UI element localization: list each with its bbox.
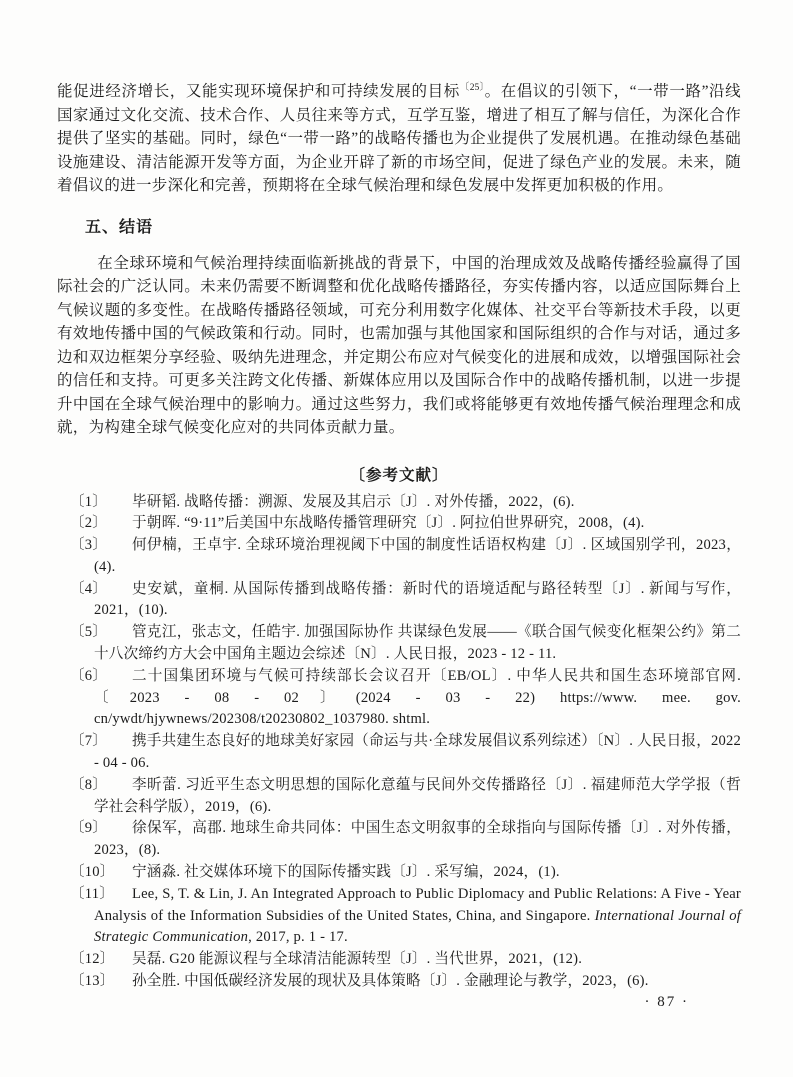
top-paragraph-text-after: 。在倡议的引领下，“一带一路”沿线国家通过文化交流、技术合作、人员往来等方式，互学互鉴，增进了相互了解与信任，为深化合作提供了坚实的基础。同时，绿色“一带一路”的战略传播也为企业提供了发展机遇。在推动绿色基础设施建设、清洁能源开发等方面，为企业开辟了新的市场空间，促进了绿色产业的发展。未来，随着倡议的进一步深化和完善，预期将在全球气候治理和绿色发展中发挥更加积极的作用。	[57, 83, 741, 194]
reference-item-1	[57, 492, 741, 514]
page-number: · 87 ·	[644, 994, 689, 1010]
reference-label: 〔8〕	[70, 776, 108, 793]
reference-item-11	[57, 884, 741, 949]
reference-text: 携手共建生态良好的地球美好家园（命运与共·全球发展倡议系列综述）〔N〕. 人民日报，2022 - 04 - 06.	[94, 733, 741, 772]
reference-label: 〔1〕	[70, 493, 108, 510]
reference-text: 史安斌，童桐. 从国际传播到战略传播：新时代的语境适配与路径转型〔J〕. 新闻与写作，2021，(10).	[94, 580, 741, 619]
top-paragraph	[57, 80, 741, 198]
reference-journal-italic: International Journal of Strategic Communication	[94, 907, 741, 946]
reference-label: 〔4〕	[70, 580, 108, 597]
reference-text: Lee, S, T. & Lin, J. An Integrated Approach to Public Diplomacy and Public Relations: A Five - Year Analysis of the Information Subsidies of the United States, China, and Singapore.	[94, 885, 741, 924]
top-paragraph-text: 能促进经济增长，又能实现环境保护和可持续发展的目标	[57, 83, 460, 100]
reference-text: 李昕蕾. 习近平生态文明思想的国际化意蕴与民间外交传播路径〔J〕. 福建师范大学学报（哲学社会科学版），2019，(6).	[94, 776, 741, 815]
reference-text: 宁涵淼. 社交媒体环境下的国际传播实践〔J〕. 采写编，2024，(1).	[132, 864, 560, 881]
reference-text-suffix: , 2017, p. 1 - 17.	[248, 929, 348, 946]
reference-label: 〔13〕	[70, 973, 115, 990]
reference-text: 徐保军，高郡. 地球生命共同体：中国生态文明叙事的全球指向与国际传播〔J〕. 对外传播，2023，(8).	[94, 820, 741, 859]
reference-label: 〔12〕	[70, 951, 115, 968]
section-heading-conclusion: 五、结语	[85, 218, 154, 236]
citation-superscript: 〔25〕	[459, 82, 485, 93]
page-content	[57, 80, 741, 993]
references-list	[57, 492, 741, 993]
reference-label: 〔5〕	[70, 624, 108, 641]
reference-label: 〔3〕	[70, 537, 108, 554]
reference-label: 〔6〕	[70, 667, 108, 684]
reference-item-4	[57, 579, 741, 623]
reference-item-13	[57, 971, 741, 993]
reference-label: 〔11〕	[70, 885, 115, 902]
reference-item-6	[57, 666, 741, 731]
reference-item-12	[57, 949, 741, 971]
reference-item-5	[57, 622, 741, 666]
reference-label: 〔7〕	[70, 733, 108, 750]
reference-label: 〔2〕	[70, 515, 108, 532]
reference-item-9	[57, 818, 741, 862]
reference-label: 〔9〕	[70, 820, 108, 837]
reference-text: 毕研韬. 战略传播：溯源、发展及其启示〔J〕. 对外传播，2022，(6).	[132, 493, 575, 510]
reference-item-2	[57, 513, 741, 535]
reference-text: 孙全胜. 中国低碳经济发展的现状及具体策略〔J〕. 金融理论与教学，2023，(6).	[132, 973, 649, 990]
reference-item-10	[57, 862, 741, 884]
conclusion-paragraph: 在全球环境和气候治理持续面临新挑战的背景下，中国的治理成效及战略传播经验赢得了国际社会的广泛认同。未来仍需要不断调整和优化战略传播路径，夯实传播内容，以适应国际舞台上气候议题的多变性。在战略传播路径领域，可充分利用数字化媒体、社交平台等新技术手段，以更有效地传播中国的气候政策和行动。同时，也需加强与其他国家和国际组织的合作与对话，通过多边和双边框架分享经验、吸纳先进理念，并定期公布应对气候变化的进展和成效，以增强国际社会的信任和支持。可更多关注跨文化传播、新媒体应用以及国际合作中的战略传播机制，以进一步提升中国在全球气候治理中的影响力。通过这些努力，我们或将能够更有效地传播气候治理理念和成就，为构建全球气候变化应对的共同体贡献力量。	[57, 254, 741, 436]
reference-item-8	[57, 775, 741, 819]
reference-text: 何伊楠，王卓宇. 全球环境治理视阈下中国的制度性话语权构建〔J〕. 区域国别学刊，2023，(4).	[94, 537, 741, 575]
reference-text: 于朝晖. “9·11”后美国中东战略传播管理研究〔J〕. 阿拉伯世界研究，2008，(4).	[132, 515, 645, 532]
reference-text: 二十国集团环境与气候可持续部长会议召开〔EB/OL〕. 中华人民共和国生态环境部官网. 〔2023 - 08 - 02〕(2024 - 03 - 22) https://www. mee. gov. cn/ywdt/hjywnews/202308/t20230802_1037980. shtml.	[94, 667, 741, 728]
reference-text: 吴磊. G20 能源议程与全球清洁能源转型〔J〕. 当代世界，2021，(12).	[132, 951, 583, 968]
reference-label: 〔10〕	[70, 864, 115, 881]
reference-item-3	[57, 535, 741, 579]
references-title: 〔参考文献〕	[349, 466, 449, 484]
reference-text: 管克江，张志文，任皓宇. 加强国际协作 共谋绿色发展——《联合国气候变化框架公约》第二十八次缔约方大会中国角主题边会综述〔N〕. 人民日报，2023 - 12 - 11.	[94, 624, 741, 663]
reference-item-7	[57, 731, 741, 775]
